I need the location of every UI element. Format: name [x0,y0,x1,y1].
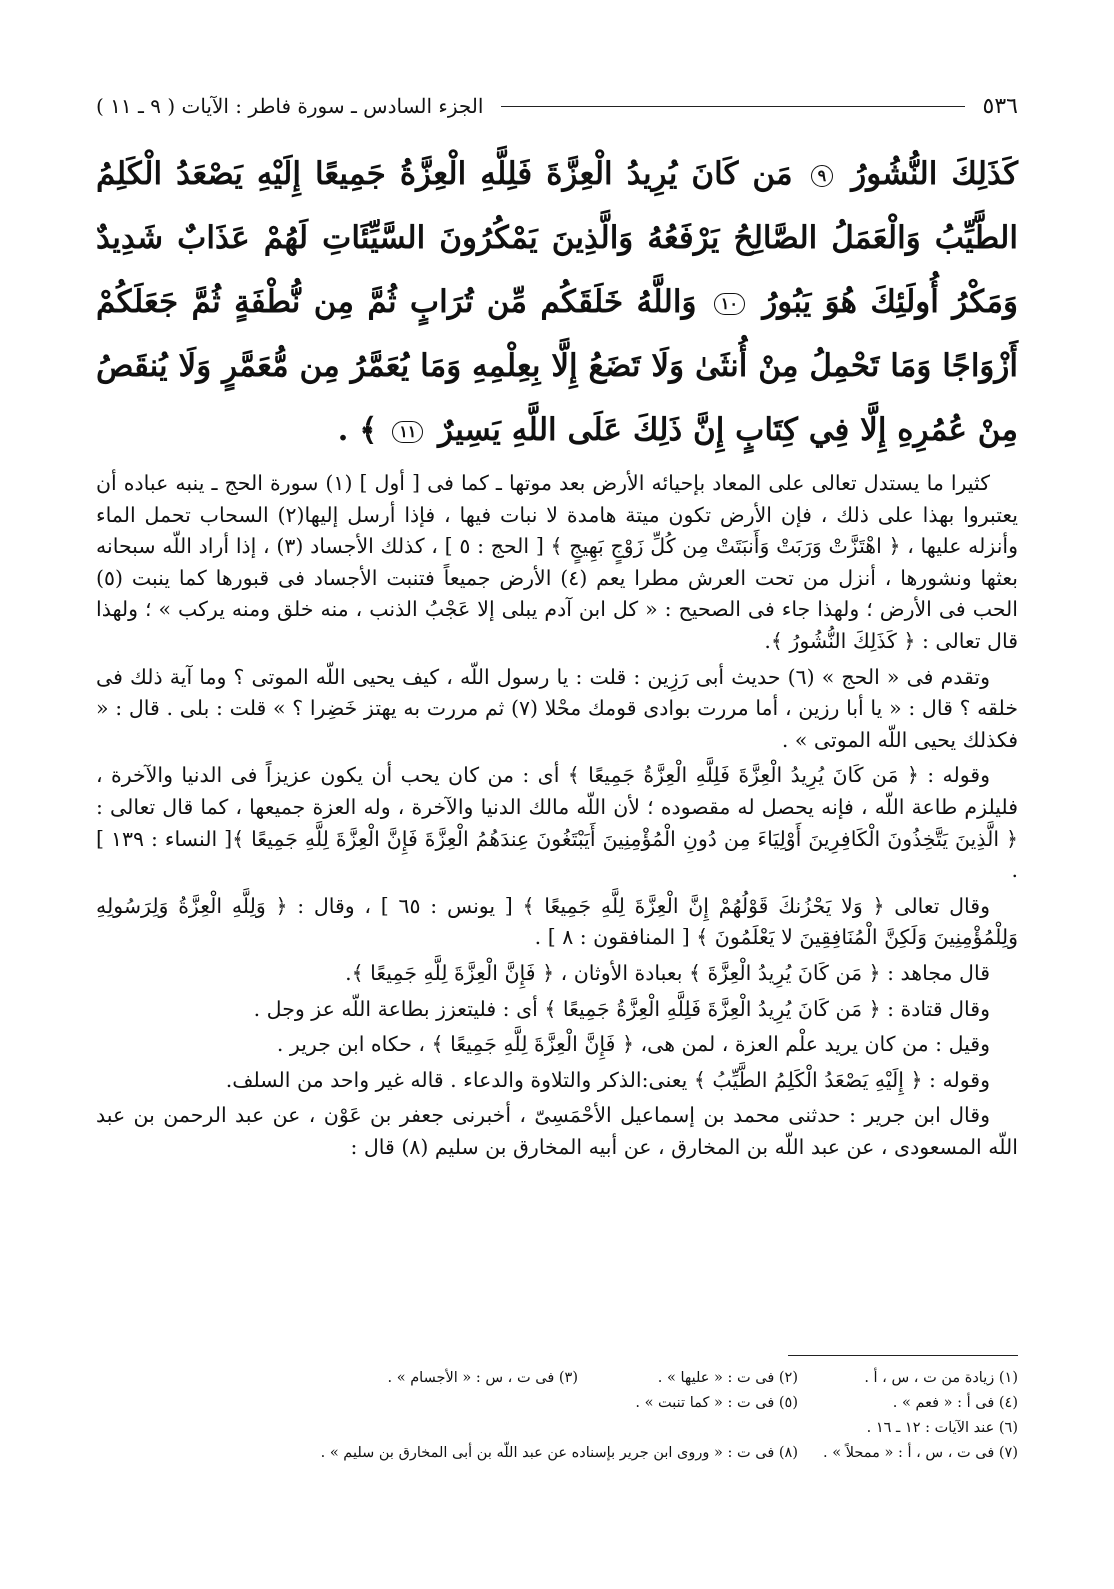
paragraph-4: وقال تعالى ﴿ وَلا يَحْزُنكَ قَوْلُهُمْ إِنَّ الْعِزَّةَ لِلَّهِ جَمِيعًا ﴾ [ يونس : ٦٥ ] ، وقال : ﴿ وَلِلَّهِ الْعِزَّةُ وَلِرَسُولِهِ وَلِلْمُؤْمِنِينَ وَلَكِنَّ الْمُنَافِقِينَ لا يَعْلَمُونَ ﴾ [ المنافقون : ٨ ] . [96,893,1018,950]
footnotes [96,1366,1018,1466]
paragraph-3: وقوله : ﴿ مَن كَانَ يُرِيدُ الْعِزَّةَ فَلِلَّهِ الْعِزَّةُ جَمِيعًا ﴾ أى : من كان يحب أن يكون عزيزاً فى الدنيا والآخرة ، فليلزم طاعة اللّه ، فإنه يحصل له مقصوده ؛ لأن اللّه مالك الدنيا والآخرة ، وله العزة جميعها ، كما قال تعالى : ﴿ الَّذِينَ يَتَّخِذُونَ الْكَافِرِينَ أَوْلِيَاءَ مِن دُونِ الْمُؤْمِنِينَ أَيَبْتَغُونَ عِندَهُمُ الْعِزَّةَ فَإِنَّ الْعِزَّةَ لِلَّهِ جَمِيعًا ﴾[ النساء : ١٣٩ ] . [96,763,1019,883]
footnote-3: (٣) فى ت ، س : « الأجسام » . [387,1370,578,1386]
footnote-row [96,1366,1018,1391]
ayah-number-9: ٩ [811,165,834,187]
paragraph-6: وقال قتادة : ﴿ مَن كَانَ يُرِيدُ الْعِزَّةَ فَلِلَّهِ الْعِزَّةُ جَمِيعًا ﴾ أى : فليتعزز بطاعة اللّه عز وجل . [253,996,990,1021]
footnote-row [96,1441,1018,1466]
paragraph-9: وقال ابن جرير : حدثنى محمد بن إسماعيل الأحْمَسِىّ ، أخبرنى جعفر بن عَوْن ، عن عبد الرحمن بن عبد اللّه المسعودى ، عن عبد اللّه بن المخارق ، عن أبيه المخارق بن سليم (٨) قال : [96,1103,1018,1159]
footnote-5: (٥) فى ت : « كما تنبت » . [635,1395,798,1411]
footnote-1: (١) زيادة من ت ، س ، أ . [864,1370,1018,1386]
footnote-8: (٨) فى ت : « وروى ابن جرير بإسناده عن عبد اللّه بن أبى المخارق بن سليم » . [320,1445,798,1461]
paragraph-8: وقوله : ﴿ إِلَيْهِ يَصْعَدُ الْكَلِمُ الطَّيِّبُ ﴾ يعنى:الذكر والتلاوة والدعاء . قاله غير واحد من السلف. [225,1067,990,1092]
verse-end-mark: ﴾ . [337,412,378,448]
verse-9-tail: كَذَلِكَ النُّشُورُ [851,156,1018,192]
footnote-6: (٦) عند الآيات : ١٢ ـ ١٦ . [866,1420,1018,1436]
footnote-7: (٧) فى ت ، س ، أ : « ممحلاً » . [823,1445,1018,1461]
paragraph-1: كثيرا ما يستدل تعالى على المعاد بإحيائه الأرض بعد موتها ـ كما فى [ أول ] (١) سورة الحج ـ ينبه عباده أن يعتبروا بهذا على ذلك ، فإن الأرض تكون ميتة هامدة لا نبات فيها ، فإذا أرسل إليها(٢) السحاب تحمل الماء وأنزله عليها ، ﴿ اهْتَزَّتْ وَرَبَتْ وَأَنبَتَتْ مِن كُلِّ زَوْجٍ بَهِيجٍ ﴾ [ الحج : ٥ ] ، كذلك الأجساد (٣) ، إذا أراد اللّه سبحانه بعثها ونشورها ، أنزل من تحت العرش مطرا يعم (٤) الأرض جميعاً فتنبت الأجساد فى قبورها كما ينبت (٥) الحب فى الأرض ؛ ولهذا جاء فى الصحيح : « كل ابن آدم يبلى إلا عَجْبُ الذنب ، منه خلق ومنه يركب » ؛ ولهذا قال تعالى : ﴿ كَذَلِكَ النُّشُورُ ﴾. [96,471,1018,653]
paragraph-2: وتقدم فى « الحج » (٦) حديث أبى رَزِين : قلت : يا رسول اللّه ، كيف يحيى اللّه الموتى ؟ وما آية ذلك فى خلقه ؟ قال : « يا أبا رزين ، أما مررت بوادى قومك محْلا (٧) ثم مررت به يهتز خَضِرا ؟ » قلت : بلى . قال : « فكذلك يحيى اللّه الموتى » . [96,664,1018,752]
footnote-row [96,1391,1018,1416]
verse-11: وَاللَّهُ خَلَقَكُم مِّن تُرَابٍ ثُمَّ مِن نُّطْفَةٍ ثُمَّ جَعَلَكُمْ أَزْوَاجًا وَمَا تَحْمِلُ مِنْ أُنثَىٰ وَلَا تَضَعُ إِلَّا بِعِلْمِهِ وَمَا يُعَمَّرُ مِن مُّعَمَّرٍ وَلَا يُنقَصُ مِنْ عُمُرِهِ إِلَّا فِي كِتَابٍ إِنَّ ذَلِكَ عَلَى اللَّهِ يَسِيرٌ [96,284,1018,448]
page-number: ٥٣٦ [982,93,1018,119]
running-title: الجزء السادس ـ سورة فاطر : الآيات ( ٩ ـ ١١ ) [96,94,484,118]
footnote-rule [788,1355,1018,1356]
footnote-4: (٤) فى أ : « فعم » . [892,1395,1018,1411]
paragraph-5: قال مجاهد : ﴿ مَن كَانَ يُرِيدُ الْعِزَّةَ ﴾ بعبادة الأوثان ، ﴿ فَإِنَّ الْعِزَّةَ لِلَّهِ جَمِيعًا ﴾. [345,960,990,985]
commentary [96,468,1018,1167]
footnote-row [96,1416,1018,1441]
paragraph-7: وقيل : من كان يريد علْم العزة ، لمن هى، ﴿ فَإِنَّ الْعِزَّةَ لِلَّهِ جَمِيعًا ﴾ ، حكاه ابن جرير . [276,1032,990,1057]
footnote-2: (٢) فى ت : « عليها » . [657,1370,798,1386]
header-rule [501,106,964,107]
ayah-number-11: ١١ [392,421,423,443]
page-header [96,86,1018,126]
verse-10: مَن كَانَ يُرِيدُ الْعِزَّةَ فَلِلَّهِ الْعِزَّةُ جَمِيعًا إِلَيْهِ يَصْعَدُ الْكَلِمُ الطَّيِّبُ وَالْعَمَلُ الصَّالِحُ يَرْفَعُهُ وَالَّذِينَ يَمْكُرُونَ السَّيِّئَاتِ لَهُمْ عَذَابٌ شَدِيدٌ وَمَكْرُ أُولَئِكَ هُوَ يَبُورُ [96,156,1018,320]
quran-verses [96,142,1018,462]
ayah-number-10: ١٠ [714,293,745,315]
